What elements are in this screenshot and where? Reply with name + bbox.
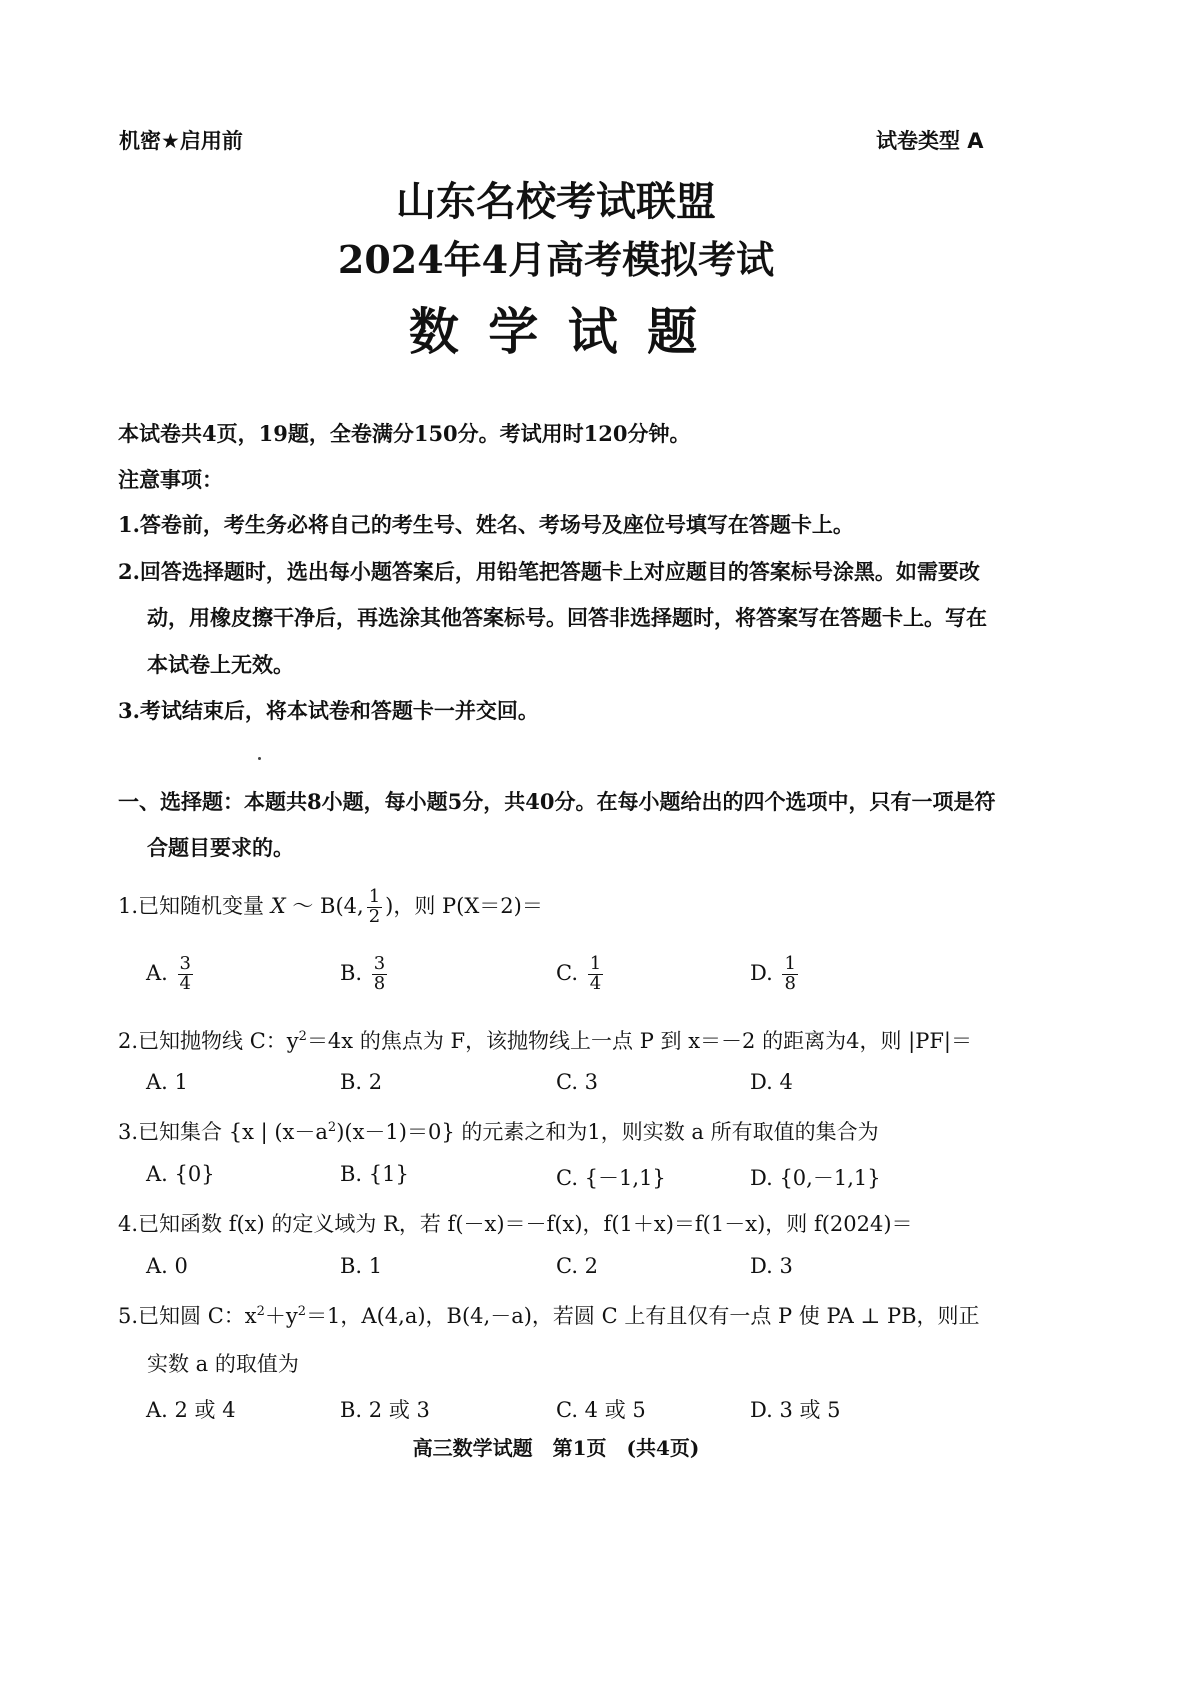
question-2-stem <box>118 1025 972 1055</box>
q4-option-d[interactable]: D. 3 <box>750 1254 793 1278</box>
q2-option-c[interactable]: C. 3 <box>556 1070 599 1094</box>
exam-union-title: 山东名校考试联盟 <box>396 178 716 225</box>
q1-b-den: 8 <box>373 972 386 994</box>
q3-option-b[interactable]: B. {1} <box>340 1162 409 1186</box>
q1-option-a-label: A. <box>146 960 168 985</box>
q1-option-d[interactable] <box>750 955 801 994</box>
section-1-heading-cont: 合题目要求的。 <box>147 835 294 860</box>
q1-c-den: 4 <box>589 972 602 994</box>
q1-d-num: 1 <box>784 953 796 974</box>
q3-stem-a: 3.已知集合 {x | (x－a <box>118 1120 328 1144</box>
q5-stem-b: ＋y <box>264 1304 298 1328</box>
subject-title: 数 学 试 题 <box>408 302 704 361</box>
notice-item-2-line-2: 动，用橡皮擦干净后，再选涂其他答案标号。回答非选择题时，将答案写在答题卡上。写在 <box>147 605 987 630</box>
q2-stem-b: ＝4x 的焦点为 F，该抛物线上一点 P 到 x＝－2 的距离为4，则 |PF|＝ <box>306 1029 972 1053</box>
q1-option-a[interactable] <box>146 955 196 994</box>
q1-b-num: 3 <box>373 953 386 974</box>
q5-option-b[interactable]: B. 2 或 3 <box>340 1398 430 1422</box>
q5-stem-a: 5.已知圆 C：x <box>118 1304 257 1328</box>
q3-option-a[interactable]: A. {0} <box>146 1162 215 1186</box>
q4-option-c[interactable]: C. 2 <box>556 1254 599 1278</box>
q1-d-den: 8 <box>784 972 796 994</box>
q1-prefix: 1.已知随机变量 <box>118 893 265 918</box>
question-5-stem-cont: 实数 a 的取值为 <box>147 1352 299 1376</box>
q2-option-b[interactable]: B. 2 <box>340 1070 383 1094</box>
page-footer: 高三数学试题 第1页 (共4页) <box>412 1436 700 1460</box>
q1-suffix: )，则 P(X＝2)＝ <box>385 893 543 918</box>
question-3-stem <box>118 1116 879 1146</box>
q3-option-d[interactable]: D. {0,－1,1} <box>750 1166 881 1190</box>
q5-option-a[interactable]: A. 2 或 4 <box>146 1398 236 1422</box>
q5-option-d[interactable]: D. 3 或 5 <box>750 1398 841 1422</box>
question-1-stem <box>118 888 543 927</box>
q3-stem-b: )(x－1)＝0} 的元素之和为1，则实数 a 所有取值的集合为 <box>336 1120 879 1144</box>
q1-a-num: 3 <box>179 953 191 974</box>
q4-option-b[interactable]: B. 1 <box>340 1254 383 1278</box>
exam-intro: 本试卷共4页，19题，全卷满分150分。考试用时120分钟。 <box>118 421 691 446</box>
q1-fraction <box>367 888 382 927</box>
q1-a-den: 4 <box>179 972 191 994</box>
q2-stem-a: 2.已知抛物线 C：y <box>118 1029 299 1053</box>
q1-frac-num: 1 <box>368 886 381 907</box>
q1-frac-den: 2 <box>368 905 381 927</box>
q2-option-a[interactable]: A. 1 <box>146 1070 188 1094</box>
q2-option-d[interactable]: D. 4 <box>750 1070 793 1094</box>
exam-date-title: 2024年4月高考模拟考试 <box>337 237 775 282</box>
stray-dot <box>258 757 261 760</box>
notice-item-2-line-1: 2.回答选择题时，选出每小题答案后，用铅笔把答题卡上对应题目的答案标号涂黑。如需要改 <box>118 559 980 584</box>
q5-sup-1: 2 <box>256 1304 265 1319</box>
q1-option-d-label: D. <box>750 960 773 985</box>
confidential-label: 机密★启用前 <box>119 129 243 153</box>
section-1-heading: 一、选择题：本题共8小题，每小题5分，共40分。在每小题给出的四个选项中，只有一项是符 <box>118 789 996 814</box>
notice-item-1: 1.答卷前，考生务必将自己的考生号、姓名、考场号及座位号填写在答题卡上。 <box>118 512 854 537</box>
q5-stem-c: ＝1，A(4,a)，B(4,－a)，若圆 C 上有且仅有一点 P 使 PA ⊥ PB，则正 <box>306 1304 980 1328</box>
q1-option-b[interactable] <box>340 955 390 994</box>
q1-var: X <box>270 893 286 918</box>
q4-option-a[interactable]: A. 0 <box>146 1254 188 1278</box>
q5-option-c[interactable]: C. 4 或 5 <box>556 1398 646 1422</box>
q1-option-c-label: C. <box>556 960 578 985</box>
notice-item-3: 3.考试结束后，将本试卷和答题卡一并交回。 <box>118 698 539 723</box>
q3-sup: 2 <box>327 1120 337 1135</box>
q2-sup: 2 <box>298 1029 307 1044</box>
q1-option-b-label: B. <box>340 960 363 985</box>
q5-sup-2: 2 <box>297 1304 307 1319</box>
notice-item-2-line-3: 本试卷上无效。 <box>147 652 294 677</box>
notice-heading: 注意事项： <box>118 467 223 492</box>
q1-dist: ～ B(4, <box>285 893 364 918</box>
paper-type-label: 试卷类型 A <box>876 129 984 153</box>
q1-c-num: 1 <box>589 953 602 974</box>
question-4-stem: 4.已知函数 f(x) 的定义域为 R，若 f(－x)＝－f(x)，f(1＋x)＝f(1－x)，则 f(2024)＝ <box>118 1212 913 1236</box>
q1-option-c[interactable] <box>556 955 606 994</box>
q3-option-c[interactable]: C. {－1,1} <box>556 1166 666 1190</box>
question-5-stem <box>118 1300 980 1330</box>
